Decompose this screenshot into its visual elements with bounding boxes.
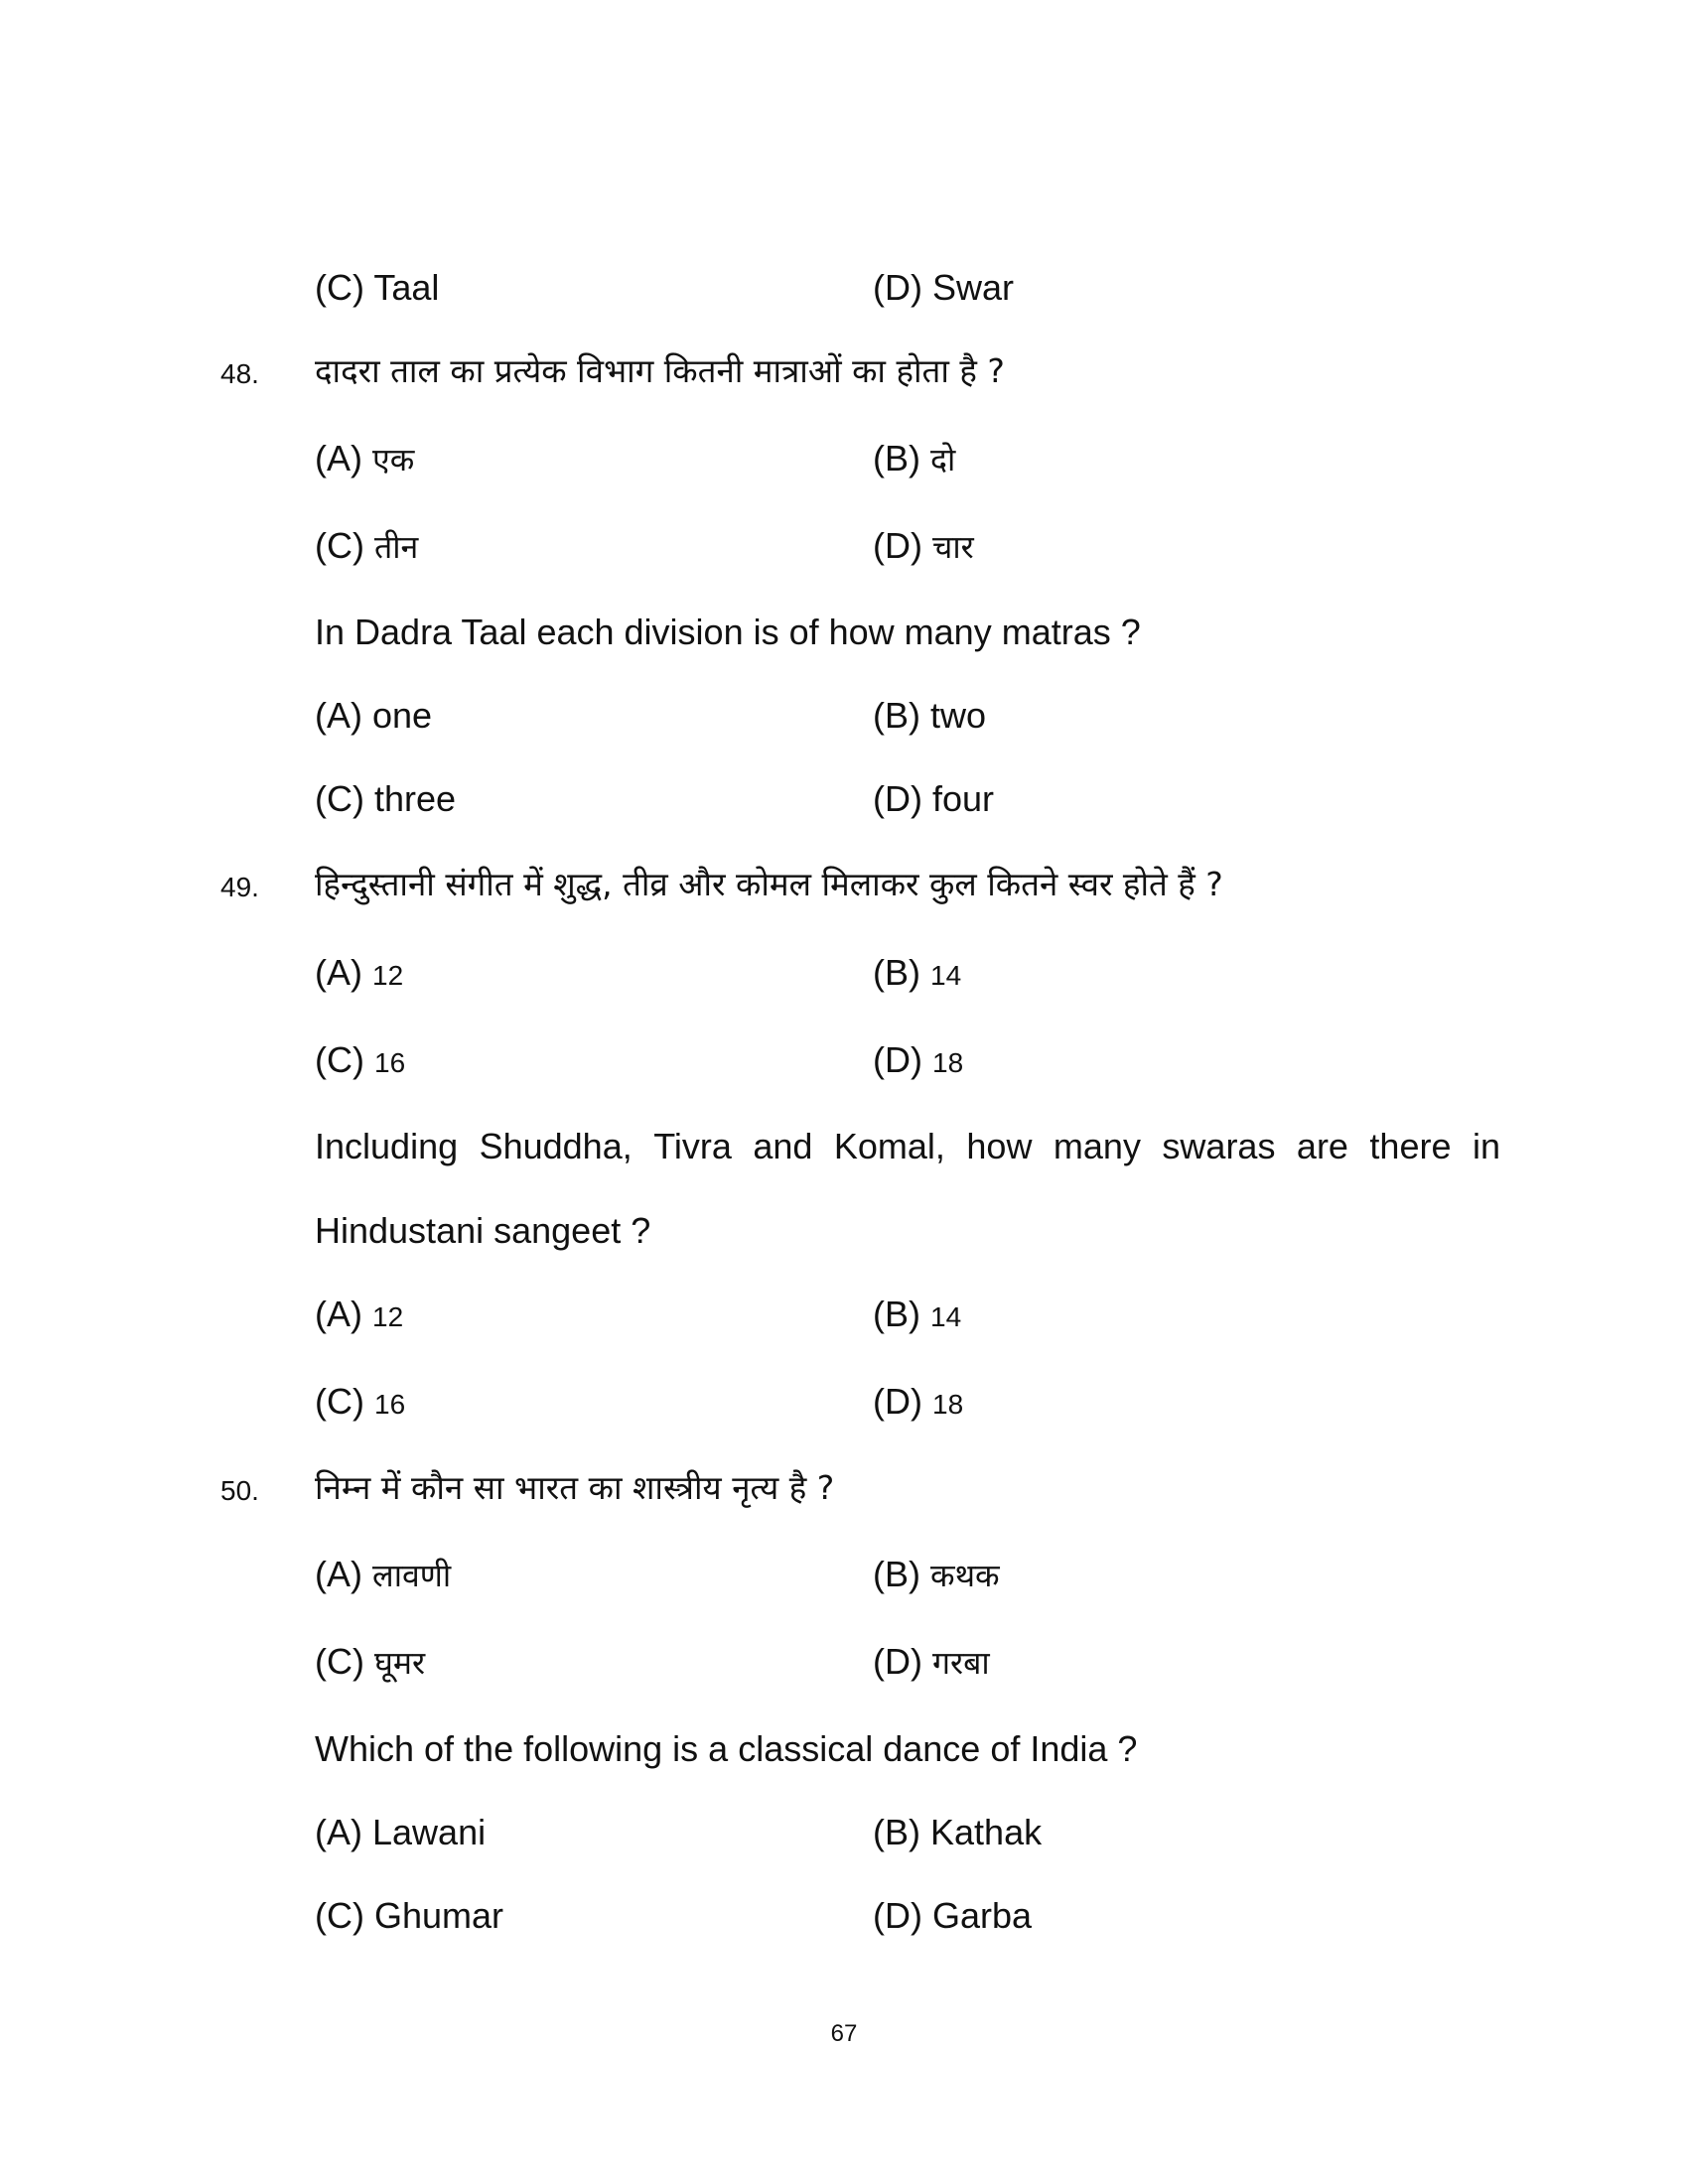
- option-text: Swar: [932, 267, 1015, 308]
- q50-en-options-row-cd: [0, 1887, 1688, 1947]
- q48-en-option-c: [315, 776, 456, 822]
- option-text: एक: [372, 441, 415, 478]
- option-text: two: [930, 695, 987, 736]
- q50-hi-option-a: [315, 1552, 451, 1598]
- option-label: (A): [315, 1554, 362, 1594]
- q49-question-en-row-1: [0, 1118, 1688, 1177]
- word: how: [966, 1126, 1033, 1166]
- option-text: Kathak: [930, 1812, 1043, 1852]
- word: and: [753, 1126, 813, 1166]
- option-text: Garba: [932, 1895, 1033, 1936]
- q50-hi-options-row-cd: [0, 1633, 1688, 1693]
- option-label: (D): [873, 1039, 922, 1080]
- option-text: कथक: [930, 1557, 1000, 1594]
- q48-question-hi-row: [0, 342, 1688, 402]
- q49-hi-option-c: [315, 1037, 405, 1086]
- option-text: 14: [930, 960, 962, 991]
- option-label: (C): [315, 267, 364, 308]
- option-label: (C): [315, 1381, 364, 1422]
- option-text: 16: [374, 1047, 406, 1078]
- q50-hi-option-b: [873, 1552, 1000, 1598]
- q50-en-option-a: [315, 1810, 486, 1855]
- q49-hi-option-a: [315, 950, 403, 999]
- option-label: (D): [873, 1895, 922, 1936]
- q49-hi-options-row-ab: [0, 944, 1688, 1004]
- q50-question-hi-row: [0, 1459, 1688, 1519]
- option-label: (D): [873, 1381, 922, 1422]
- word: Shuddha,: [479, 1126, 633, 1166]
- q48-en-option-b: [873, 693, 986, 739]
- option-text: 12: [372, 1301, 404, 1332]
- option-label: (D): [873, 525, 922, 566]
- word: in: [1472, 1126, 1500, 1166]
- option-text: 14: [930, 1301, 962, 1332]
- q48-hi-option-d: [873, 523, 974, 570]
- page-number: 67: [830, 2020, 858, 2047]
- q48-en-options-row-ab: [0, 687, 1688, 747]
- q49-en-option-c: [315, 1379, 405, 1428]
- option-label: (C): [315, 1895, 364, 1936]
- q48-question-en-row: [0, 604, 1688, 663]
- q49-question-en-line-2: Hindustani sangeet ?: [315, 1210, 651, 1251]
- word: many: [1053, 1126, 1141, 1166]
- q50-hi-options-row-ab: [0, 1546, 1688, 1605]
- option-label: (D): [873, 267, 922, 308]
- q47-options-row-cd: [0, 259, 1688, 319]
- q49-en-options-row-cd: [0, 1373, 1688, 1433]
- option-label: (C): [315, 1039, 364, 1080]
- q50-en-option-b: [873, 1810, 1042, 1855]
- option-text: घूमर: [374, 1644, 426, 1682]
- word: Including: [315, 1126, 459, 1166]
- q48-question-en: In Dadra Taal each division is of how many matras ?: [315, 612, 1141, 652]
- q48-question-hi: दादरा ताल का प्रत्येक विभाग कितनी मात्राओं का होता है ?: [315, 351, 1005, 390]
- q50-en-option-d: [873, 1893, 1032, 1939]
- word: swaras: [1162, 1126, 1276, 1166]
- question-number: 48.: [220, 358, 259, 389]
- q49-question-en-row-2: [0, 1202, 1688, 1262]
- option-text: four: [932, 778, 995, 819]
- option-label: (A): [315, 952, 362, 993]
- q49-hi-options-row-cd: [0, 1031, 1688, 1091]
- option-text: गरबा: [932, 1644, 990, 1682]
- q47-option-d: [873, 265, 1014, 311]
- q49-en-option-b: [873, 1292, 961, 1340]
- q48-hi-option-a: [315, 436, 414, 482]
- q49-question-hi-row: [0, 856, 1688, 915]
- option-text: 12: [372, 960, 404, 991]
- option-label: (B): [873, 1812, 920, 1852]
- option-label: (A): [315, 438, 362, 478]
- q48-hi-option-b: [873, 436, 955, 482]
- option-text: चार: [932, 528, 974, 566]
- word: are: [1296, 1126, 1348, 1166]
- q47-option-c: [315, 265, 439, 311]
- q49-hi-option-d: [873, 1037, 963, 1086]
- q49-en-option-d: [873, 1379, 963, 1428]
- option-text: दो: [930, 441, 956, 478]
- option-label: (C): [315, 778, 364, 819]
- option-label: (C): [315, 525, 364, 566]
- option-label: (D): [873, 1641, 922, 1682]
- option-label: (B): [873, 438, 920, 478]
- option-text: 18: [932, 1047, 964, 1078]
- option-text: Taal: [373, 267, 440, 308]
- q48-en-options-row-cd: [0, 770, 1688, 830]
- q48-hi-option-c: [315, 523, 418, 570]
- option-text: लावणी: [372, 1557, 452, 1594]
- q50-question-en-row: [0, 1720, 1688, 1780]
- option-label: (B): [873, 695, 920, 736]
- q49-en-options-row-ab: [0, 1286, 1688, 1345]
- option-label: (D): [873, 778, 922, 819]
- option-text: one: [372, 695, 433, 736]
- option-label: (B): [873, 1554, 920, 1594]
- q49-question-hi: हिन्दुस्तानी संगीत में शुद्ध, तीव्र और कोमल मिलाकर कुल कितने स्वर होते हैं ?: [315, 865, 1223, 903]
- option-text: तीन: [374, 528, 419, 566]
- option-text: Ghumar: [374, 1895, 504, 1936]
- q49-hi-option-b: [873, 950, 961, 999]
- option-label: (B): [873, 952, 920, 993]
- word: Tivra: [653, 1126, 732, 1166]
- q50-hi-option-c: [315, 1639, 425, 1686]
- q50-question-hi: निम्न में कौन सा भारत का शास्त्रीय नृत्य है ?: [315, 1468, 835, 1507]
- question-number: 49.: [220, 872, 259, 902]
- question-number: 50.: [220, 1475, 259, 1506]
- option-text: 18: [932, 1389, 964, 1420]
- q49-en-option-a: [315, 1292, 403, 1340]
- option-text: three: [374, 778, 457, 819]
- q48-en-option-d: [873, 776, 994, 822]
- q48-hi-options-row-ab: [0, 430, 1688, 489]
- q50-hi-option-d: [873, 1639, 990, 1686]
- word: Komal,: [833, 1126, 945, 1166]
- option-label: (C): [315, 1641, 364, 1682]
- option-label: (A): [315, 695, 362, 736]
- q48-en-option-a: [315, 693, 432, 739]
- q49-question-en-line-1: [315, 1124, 1500, 1169]
- q50-en-option-c: [315, 1893, 503, 1939]
- word: there: [1369, 1126, 1452, 1166]
- option-text: Lawani: [372, 1812, 487, 1852]
- q50-question-en: Which of the following is a classical dance of India ?: [315, 1728, 1138, 1769]
- option-label: (A): [315, 1294, 362, 1334]
- option-label: (A): [315, 1812, 362, 1852]
- q50-en-options-row-ab: [0, 1804, 1688, 1863]
- q48-hi-options-row-cd: [0, 517, 1688, 577]
- option-label: (B): [873, 1294, 920, 1334]
- option-text: 16: [374, 1389, 406, 1420]
